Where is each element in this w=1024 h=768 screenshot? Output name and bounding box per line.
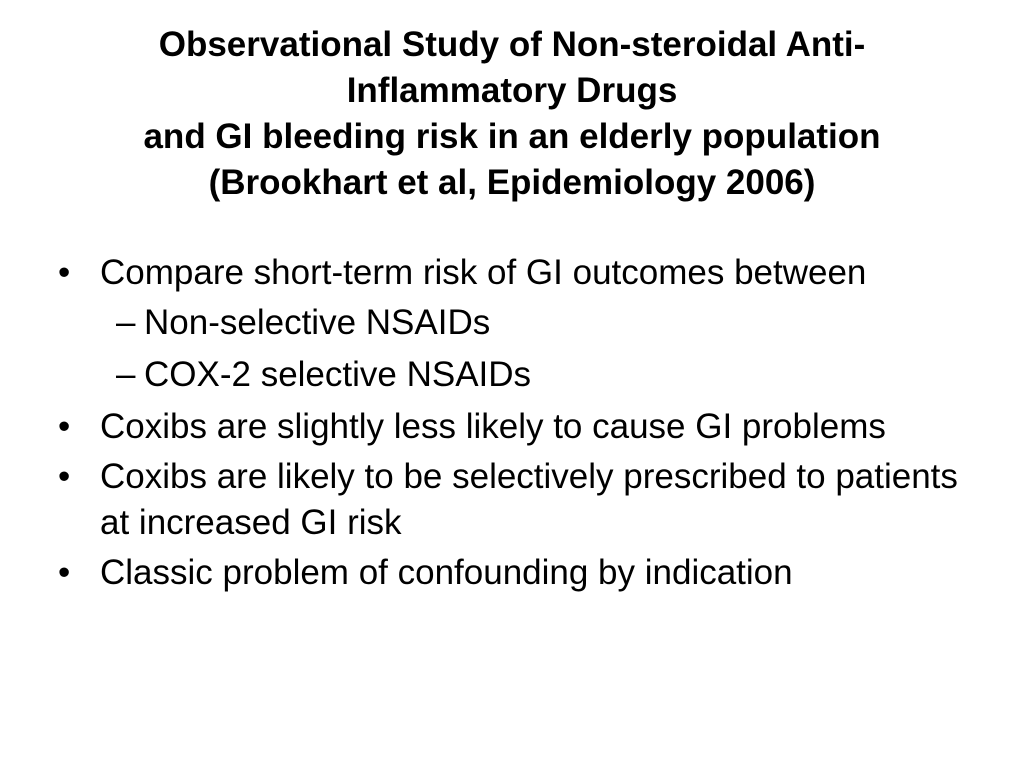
sub-bullet-item-1 xyxy=(58,300,978,346)
bullet-dot-icon: • xyxy=(58,553,71,592)
title-line-2: Inflammatory Drugs xyxy=(346,71,678,110)
bullet-item-1 xyxy=(58,250,978,296)
bullet-item-3 xyxy=(58,454,978,546)
bullet-item-2 xyxy=(58,404,978,450)
bullet-text: Coxibs are likely to be selectively prescribed to patients at increased GI risk xyxy=(100,457,958,542)
bullet-dot-icon: • xyxy=(58,407,71,446)
bullet-list xyxy=(58,250,978,600)
sub-bullet-text: COX-2 selective NSAIDs xyxy=(144,355,532,394)
bullet-dot-icon: • xyxy=(58,253,71,292)
title-line-4: (Brookhart et al, Epidemiology 2006) xyxy=(208,163,816,202)
title-line-1: Observational Study of Non-steroidal Anti- xyxy=(158,25,866,64)
bullet-text: Coxibs are slightly less likely to cause GI problems xyxy=(100,407,886,446)
dash-icon: – xyxy=(116,355,136,394)
bullet-item-4 xyxy=(58,550,978,596)
sub-bullet-item-2 xyxy=(58,352,978,398)
bullet-text: Compare short-term risk of GI outcomes between xyxy=(100,253,867,292)
bullet-dot-icon: • xyxy=(58,457,71,496)
bullet-text: Classic problem of confounding by indication xyxy=(100,553,793,592)
dash-icon: – xyxy=(116,303,136,342)
slide-title xyxy=(40,22,984,206)
sub-bullet-text: Non-selective NSAIDs xyxy=(144,303,491,342)
title-line-3: and GI bleeding risk in an elderly population xyxy=(143,117,881,156)
